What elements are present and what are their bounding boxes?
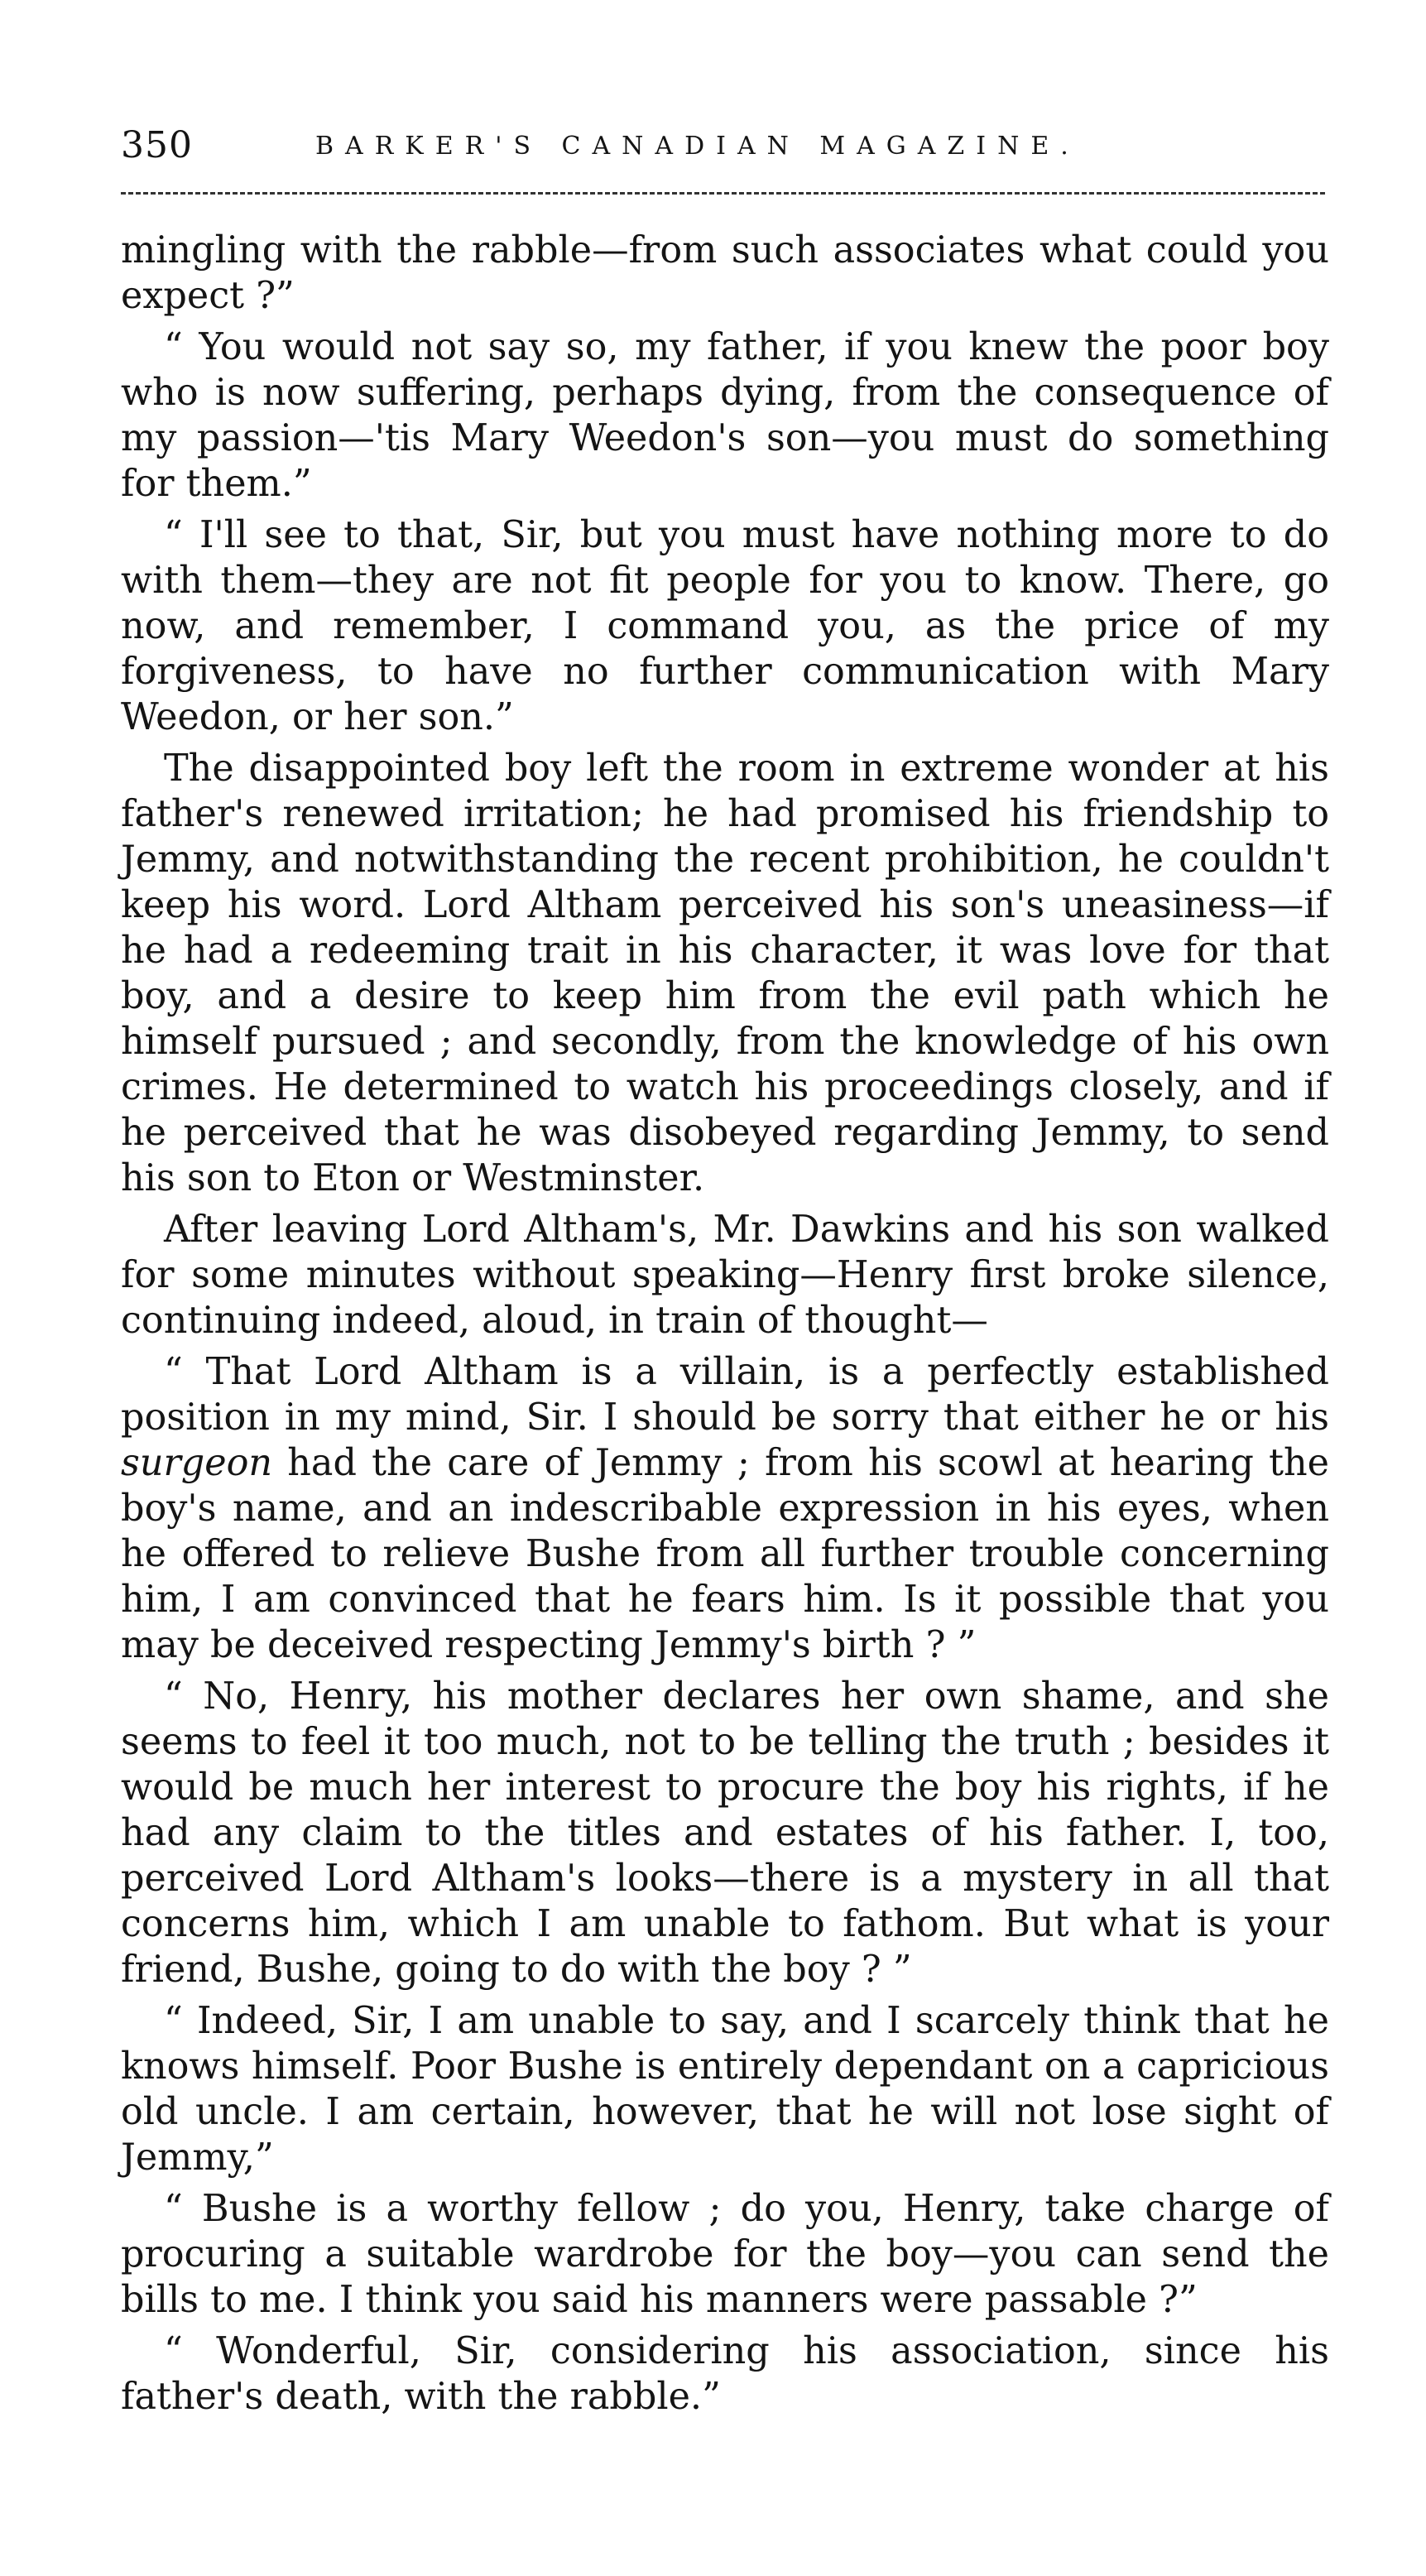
book-page <box>121 124 1329 2425</box>
paragraph: The disappointed boy left the room in extreme wonder at his father's renewed irritation; he had promised his friendship to Jemmy, and notwithstanding the recent prohibition, he couldn't keep his word. Lord Altham perceived his son's uneasiness—if he had a redeeming trait in his character, it was love for that boy, and a desire to keep him from the evil path which he himself pursued ; and secondly, from the knowledge of his own crimes. He determined to watch his proceedings closely, and if he perceived that he was disobeyed regarding Jemmy, to send his son to Eton or Westminster. <box>121 747 1329 1199</box>
paragraph: “ You would not say so, my father, if you knew the poor boy who is now suffering, perhaps dying, from the consequence of my passion—'tis Mary Weedon's son—you must do something for them.” <box>121 326 1329 505</box>
paragraph: mingling with the rabble—from such associates what could you expect ?” <box>121 229 1329 317</box>
header-rule <box>121 192 1325 195</box>
running-head <box>121 124 1329 174</box>
page-number: 350 <box>121 124 193 166</box>
paragraph-segment: had the care of Jemmy ; from his scowl at hearing the boy's name, and an indescribable expression in his eyes, when he offered to relieve Bushe from all further trouble concerning him, I am convinced that he fears him. Is it possible that you may be deceived respecting Jemmy's birth ? ” <box>121 1442 1329 1666</box>
paragraph <box>121 1349 1329 1668</box>
paragraph: “ No, Henry, his mother declares her own shame, and she seems to feel it too much, not to be telling the truth ; besides it would be much her interest to procure the boy his rights, if he had any claim to the titles and estates of his father. I, too, perceived Lord Altham's looks—there is a mystery in all that concerns him, which I am unable to fathom. But what is your friend, Bushe, going to do with the boy ? ” <box>121 1675 1329 1991</box>
paragraph: “ Indeed, Sir, I am unable to say, and I scarcely think that he knows himself. Poor Bushe is entirely dependant on a capricious old uncle. I am certain, however, that he will not lose sight of Jemmy,” <box>121 2000 1329 2179</box>
paragraph: After leaving Lord Altham's, Mr. Dawkins and his son walked for some minutes without speaking—Henry first broke silence, continuing indeed, aloud, in train of thought— <box>121 1209 1329 1342</box>
journal-title: BARKER'S CANADIAN MAGAZINE. <box>315 132 1080 161</box>
body-text <box>121 228 1329 2420</box>
paragraph: “ I'll see to that, Sir, but you must have nothing more to do with them—they are not fit people for you to know. There, go now, and remember, I command you, as the price of my forgiveness, to have no further communication with Mary Weedon, or her son.” <box>121 514 1329 738</box>
paragraph-segment: “ That Lord Altham is a villain, is a perfectly established position in my mind, Sir. I should be sorry that either he or his <box>121 1351 1329 1439</box>
paragraph: “ Wonderful, Sir, considering his association, since his father's death, with the rabble.” <box>121 2330 1329 2418</box>
italic-word: surgeon <box>121 1442 273 1484</box>
paragraph: “ Bushe is a worthy fellow ; do you, Henry, take charge of procuring a suitable wardrobe for the boy—you can send the bills to me. I think you said his manners were passable ?” <box>121 2188 1329 2321</box>
